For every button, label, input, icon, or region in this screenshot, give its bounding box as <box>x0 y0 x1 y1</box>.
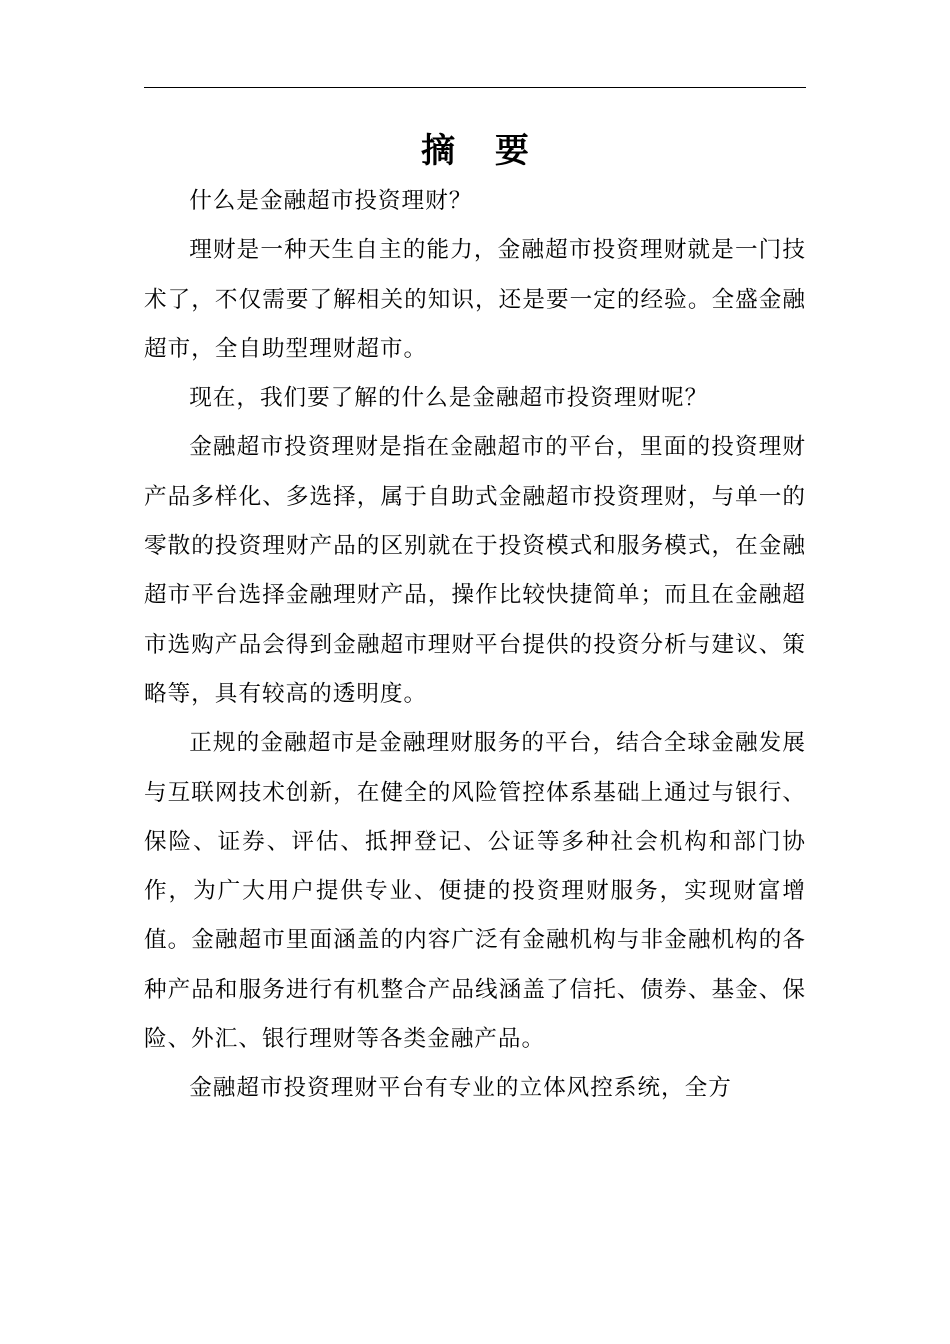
paragraph-1: 什么是金融超市投资理财？ <box>189 188 473 214</box>
page-title: 摘 要 <box>421 131 543 171</box>
paragraph-3: 现在，我们要了解的什么是金融超市投资理财呢？ <box>189 385 709 412</box>
body-text <box>144 177 806 1114</box>
header-rule <box>144 87 806 88</box>
paragraph-2: 理财是一种天生自主的能力，金融超市投资理财就是一门技术了，不仅需要了解相关的知识，还是要一定的经验。全盛金融超市，全自助型理财超市。 <box>144 237 806 362</box>
paragraph-4: 金融超市投资理财是指在金融超市的平台，里面的投资理财产品多样化、多选择，属于自助式金融超市投资理财，与单一的零散的投资理财产品的区别就在于投资模式和服务模式，在金融超市平台选择金融理财产品，操作比较快捷简单；而且在金融超市选购产品会得到金融超市理财平台提供的投资分析与建议、策略等，具有较高的透明度。 <box>144 434 806 707</box>
paragraph-5: 正规的金融超市是金融理财服务的平台，结合全球金融发展与互联网技术创新，在健全的风险管控体系基础上通过与银行、保险、证券、评估、抵押登记、公证等多种社会机构和部门协作，为广大用户提供专业、便捷的投资理财服务，实现财富增值。金融超市里面涵盖的内容广泛有金融机构与非金融机构的各种产品和服务进行有机整合产品线涵盖了信托、债券、基金、保险、外汇、银行理财等各类金融产品。 <box>144 730 806 1053</box>
paragraph-6: 金融超市投资理财平台有专业的立体风控系统，全方 <box>189 1075 732 1102</box>
